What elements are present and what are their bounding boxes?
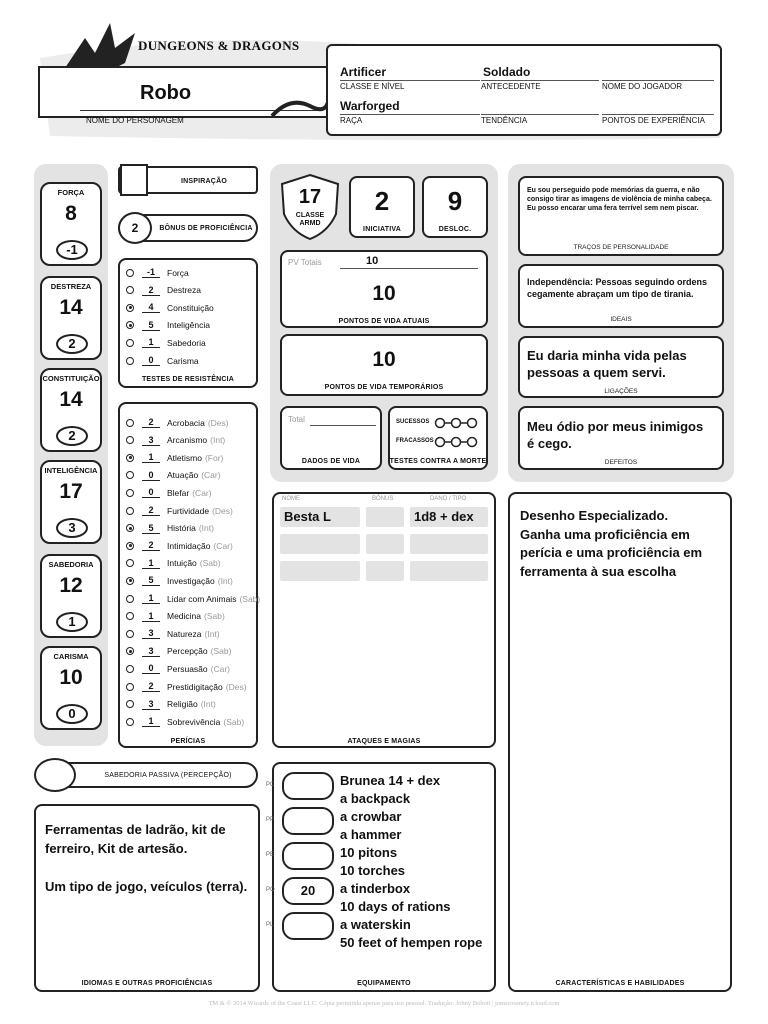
skill-row[interactable]	[126, 713, 244, 730]
game-logo: DUNGEONS & DRAGONS	[138, 38, 300, 53]
skill-value[interactable]: 3	[142, 699, 160, 710]
skill-attribute: (Sab)	[210, 646, 232, 657]
attribute-box[interactable]	[40, 368, 102, 452]
proficiency-dot[interactable]	[126, 665, 134, 673]
character-name[interactable]: Robo	[140, 82, 192, 104]
equipment-item[interactable]: 50 feet of hempen rope	[340, 935, 483, 950]
skill-row[interactable]	[126, 608, 225, 625]
saving-throw-value[interactable]: 1	[142, 337, 160, 348]
hp-max-value[interactable]: 10	[366, 255, 379, 267]
attribute-score[interactable]: 14	[59, 296, 83, 319]
skill-value[interactable]: 2	[142, 681, 160, 692]
skill-attribute: (Sab)	[199, 558, 221, 569]
class-level-label: CLASSE E NÍVEL	[340, 82, 405, 91]
saving-throw-value[interactable]: 5	[142, 320, 160, 331]
attacks-col-name: NOME	[282, 496, 300, 502]
speed-label: DESLOC.	[438, 226, 472, 233]
proficiency-dot[interactable]	[126, 700, 134, 708]
skill-label: Percepção	[167, 646, 208, 657]
attribute-score[interactable]: 12	[59, 574, 83, 597]
race-label: RAÇA	[340, 116, 363, 125]
alignment-label: TENDÊNCIA	[481, 116, 528, 125]
skill-label: Prestidigitação	[167, 681, 223, 692]
skill-attribute: (Int)	[200, 699, 216, 710]
inspiration-square[interactable]	[120, 164, 148, 196]
skill-value[interactable]: 3	[142, 628, 160, 639]
languages-label: IDIOMAS E OUTRAS PROFICIÊNCIAS	[81, 980, 213, 987]
hp-temp-label: PONTOS DE VIDA TEMPORÁRIOS	[324, 384, 444, 391]
bonds-text: Eu daria minha vida pelas pessoas a quem servi.	[527, 348, 687, 380]
attribute-modifier[interactable]: 2	[56, 334, 88, 354]
skill-attribute: (Int)	[204, 628, 220, 639]
attribute-modifier[interactable]: 2	[56, 426, 88, 446]
coin-amount[interactable]	[282, 842, 334, 870]
attacks-col-bonus: BÔNUS	[372, 496, 394, 502]
skill-label: Intuição	[167, 558, 197, 569]
attribute-score[interactable]: 14	[59, 388, 83, 411]
attribute-box[interactable]	[40, 646, 102, 730]
proficiency-dot[interactable]	[126, 559, 134, 567]
skill-label: Intimidação	[167, 540, 211, 551]
skill-attribute: (Int)	[198, 523, 214, 534]
proficiency-dot[interactable]	[126, 454, 134, 462]
initiative-label: INICIATIVA	[363, 226, 401, 233]
saving-throws-title: TESTES DE RESISTÊNCIA	[141, 376, 235, 383]
passive-wisdom-circle[interactable]	[34, 758, 76, 792]
skill-value[interactable]: 3	[142, 646, 160, 657]
death-fail-label: FRACASSOS	[396, 438, 434, 444]
skill-attribute: (Des)	[225, 681, 247, 692]
attribute-score[interactable]: 8	[65, 202, 77, 225]
proficiency-dot[interactable]	[126, 419, 134, 427]
hit-dice-total-label: Total	[288, 415, 305, 424]
skill-attribute: (Des)	[207, 417, 229, 428]
attribute-score[interactable]: 10	[59, 666, 83, 689]
attack-row-3-damage[interactable]	[410, 561, 488, 581]
attack-damage: 1d8 + dex	[414, 509, 474, 524]
skill-value[interactable]: 3	[142, 435, 160, 446]
skill-attribute: (Car)	[210, 663, 230, 674]
inspiration-label: INSPIRAÇÃO	[181, 178, 227, 185]
skill-attribute: (Car)	[201, 470, 221, 481]
attribute-box[interactable]	[40, 460, 102, 544]
skill-value[interactable]: 1	[142, 452, 160, 463]
saving-throw-row[interactable]	[126, 334, 206, 351]
skill-value[interactable]: 1	[142, 611, 160, 622]
attribute-modifier[interactable]: 0	[56, 704, 88, 724]
player-name-label: NOME DO JOGADOR	[602, 82, 683, 91]
skill-attribute: (Car)	[213, 540, 233, 551]
dragon-tail-icon	[270, 96, 330, 126]
proficiency-dot[interactable]	[126, 524, 134, 532]
coin-amount[interactable]	[282, 807, 334, 835]
attacks-col-damage: DANO / TIPO	[430, 496, 467, 502]
proficiency-dot[interactable]	[126, 577, 134, 585]
attack-row-2-name[interactable]	[280, 534, 360, 554]
skill-attribute: (Sab)	[204, 611, 225, 622]
attribute-modifier[interactable]: -1	[56, 240, 88, 260]
attribute-modifier[interactable]: 1	[56, 612, 88, 632]
equipment-item[interactable]: 10 torches	[340, 863, 406, 878]
hp-max-label: PV Totais	[288, 258, 322, 267]
skill-label: Blefar	[167, 487, 190, 498]
saving-throw-value[interactable]: 4	[142, 302, 160, 313]
attribute-box[interactable]	[40, 182, 102, 266]
proficiency-label: BÔNUS DE PROFICIÊNCIA	[159, 225, 253, 232]
skill-value[interactable]: 1	[142, 716, 160, 727]
skill-attribute: (Sab)	[239, 593, 261, 604]
skill-row[interactable]	[126, 449, 223, 466]
saving-throw-row[interactable]	[126, 282, 201, 299]
bonds-label: LIGAÇÕES	[604, 388, 638, 395]
skills-title: PERÍCIAS	[170, 738, 206, 745]
attribute-box[interactable]	[40, 554, 102, 638]
skill-label: Atuação	[167, 470, 199, 481]
skill-value[interactable]: 0	[142, 470, 160, 481]
skill-row[interactable]	[126, 572, 233, 589]
proficiency-dot[interactable]	[126, 471, 134, 479]
proficiency-dot[interactable]	[126, 595, 134, 603]
death-success-checks[interactable]	[434, 416, 478, 434]
coin-type-label: PE	[266, 852, 275, 858]
skill-value[interactable]: 5	[142, 575, 160, 586]
attack-row-2-damage[interactable]	[410, 534, 488, 554]
coin-amount[interactable]: 20	[282, 877, 334, 905]
skill-attribute: (Des)	[212, 505, 233, 516]
saving-throw-value[interactable]: 0	[142, 355, 160, 366]
skill-label: Investigação	[167, 575, 215, 586]
saving-throw-row[interactable]	[126, 299, 214, 316]
armor-class-value[interactable]: 17	[298, 186, 322, 208]
race-value[interactable]: Warforged	[340, 99, 400, 113]
skill-row[interactable]	[126, 643, 231, 660]
proficiency-dot[interactable]	[126, 507, 134, 515]
ideals-label: IDEAIS	[610, 316, 632, 323]
character-name-label: NOME DO PERSONAGEM	[86, 116, 184, 125]
saving-throw-label: Constituição	[167, 302, 214, 313]
coin-type-label: PO	[266, 887, 275, 893]
attack-row-3-name[interactable]	[280, 561, 360, 581]
skill-label: Sobrevivência	[167, 716, 221, 727]
attribute-modifier[interactable]: 3	[56, 518, 88, 538]
saving-throw-row[interactable]	[126, 317, 210, 334]
proficiency-dot[interactable]	[126, 304, 134, 312]
attribute-name: INTELIGÊNCIA	[44, 466, 98, 475]
skill-value[interactable]: 0	[142, 663, 160, 674]
attribute-name: SABEDORIA	[48, 560, 94, 569]
equipment-item[interactable]: 10 days of rations	[340, 899, 451, 914]
skill-row[interactable]	[126, 555, 221, 572]
proficiency-dot[interactable]	[126, 683, 134, 691]
skill-value[interactable]: 0	[142, 487, 160, 498]
skill-value[interactable]: 1	[142, 558, 160, 569]
attacks-label: ATAQUES E MAGIAS	[347, 738, 421, 745]
saving-throw-label: Sabedoria	[167, 337, 206, 348]
hp-temp-value: 10	[372, 348, 396, 371]
skill-label: História	[167, 523, 196, 534]
skill-row[interactable]	[126, 502, 233, 519]
skill-row[interactable]	[126, 484, 212, 501]
equipment-item[interactable]: 10 pitons	[340, 845, 398, 860]
coin-type-label: PL	[266, 922, 274, 928]
skill-value[interactable]: 2	[142, 540, 160, 551]
saving-throw-label: Carisma	[167, 355, 199, 366]
proficiency-dot[interactable]	[126, 339, 134, 347]
skill-attribute: (For)	[204, 452, 224, 463]
hp-current-label: PONTOS DE VIDA ATUAIS	[338, 318, 430, 325]
equipment-item[interactable]: a backpack	[340, 791, 411, 806]
death-success-label: SUCESSOS	[396, 419, 430, 425]
saving-throw-label: Força	[167, 267, 189, 278]
skill-attribute: (Sab)	[223, 716, 245, 727]
skill-label: Natureza	[167, 628, 202, 639]
features-text: Desenho Especializado. Ganha uma proficiência em perícia e uma proficiência em ferramenta à sua escolha	[520, 508, 703, 579]
saving-throw-label: Destreza	[167, 285, 202, 296]
attribute-name: DESTREZA	[50, 282, 92, 291]
skill-row[interactable]	[126, 432, 225, 449]
skill-value[interactable]: 1	[142, 593, 160, 604]
skill-label: Acrobacia	[167, 417, 205, 428]
background-value[interactable]: Soldado	[483, 65, 531, 79]
attribute-score[interactable]: 17	[59, 480, 83, 503]
proficiency-dot[interactable]	[126, 630, 134, 638]
skill-label: Lidar com Animais	[167, 593, 237, 604]
hit-dice-label: DADOS DE VIDA	[301, 458, 361, 465]
skill-row[interactable]	[126, 590, 260, 607]
saving-throw-row[interactable]	[126, 352, 199, 369]
skill-label: Medicina	[167, 611, 202, 622]
proficiency-dot[interactable]	[126, 718, 134, 726]
proficiency-dot[interactable]	[126, 357, 134, 365]
xp-label: PONTOS DE EXPERIÊNCIA	[602, 116, 705, 125]
skill-label: Atletismo	[167, 452, 202, 463]
attack-name: Besta L	[284, 509, 331, 524]
death-fail-checks[interactable]	[434, 435, 478, 453]
saving-throw-label: Inteligência	[167, 320, 211, 331]
saving-throw-value[interactable]: 2	[142, 285, 160, 296]
death-saves-label: TESTES CONTRA A MORTE	[389, 458, 487, 465]
background-label: ANTECEDENTE	[481, 82, 541, 91]
ideals-text: Independência: Pessoas seguindo ordens cegamente abraçam um tipo de tirania.	[527, 277, 708, 299]
skill-row[interactable]	[126, 467, 221, 484]
initiative-value: 2	[374, 186, 390, 216]
proficiency-dot[interactable]	[126, 269, 134, 277]
proficiency-dot[interactable]	[126, 542, 134, 550]
equipment-item[interactable]: a hammer	[340, 827, 402, 842]
header	[0, 0, 768, 150]
attacks-box	[272, 492, 496, 748]
flaws-label: DEFEITOS	[604, 459, 638, 466]
attack-row-3-bonus[interactable]	[366, 561, 404, 581]
coin-amount[interactable]	[282, 912, 334, 940]
skill-attribute: (Int)	[210, 435, 226, 446]
equipment-item[interactable]: a crowbar	[340, 809, 402, 824]
proficiency-dot[interactable]	[126, 489, 134, 497]
traits-label: TRAÇOS DE PERSONALIDADE	[573, 244, 669, 251]
skill-row[interactable]	[126, 537, 233, 554]
footer-copyright: TM & © 2014 Wizards of the Coast LLC. Cópia permitida apenas para uso pessoal. Tradução: Johny Bobott | jomerosenrty.icloud.com	[208, 1000, 560, 1007]
speed-value: 9	[447, 186, 463, 216]
traits-text: Eu sou perseguido pode memórias da guerra, e não consigo tirar as imagens de violência de minha cabeça. Eu posso encarar uma fera terrível sem nem piscar.	[527, 187, 712, 212]
skill-value[interactable]: 5	[142, 523, 160, 534]
attribute-name: CARISMA	[53, 652, 89, 661]
skill-label: Religião	[167, 699, 198, 710]
equipment-item[interactable]: a tinderbox	[340, 881, 411, 896]
equipment-item[interactable]: a waterskin	[340, 917, 411, 932]
attack-row-2-bonus[interactable]	[366, 534, 404, 554]
proficiency-dot[interactable]	[126, 612, 134, 620]
skill-value[interactable]: 2	[142, 505, 160, 516]
features-label: CARACTERÍSTICAS E HABILIDADES	[555, 980, 685, 987]
skill-row[interactable]	[126, 520, 214, 537]
skill-attribute: (Int)	[217, 575, 233, 586]
skill-value[interactable]: 2	[142, 417, 160, 428]
skill-row[interactable]	[126, 678, 247, 695]
hp-current-value: 10	[372, 282, 396, 305]
saving-throw-value[interactable]: -1	[142, 267, 160, 278]
saving-throw-row[interactable]	[126, 264, 189, 281]
proficiency-dot[interactable]	[126, 321, 134, 329]
attribute-name: CONSTITUIÇÃO	[42, 374, 100, 383]
passive-wisdom-label: SABEDORIA PASSIVA (PERCEPÇÃO)	[104, 772, 232, 779]
languages-text: Ferramentas de ladrão, kit de ferreiro, Kit de artesão. Um tipo de jogo, veículos (terra).	[45, 822, 248, 894]
attribute-box[interactable]	[40, 276, 102, 360]
skill-attribute: (Car)	[192, 487, 212, 498]
attribute-name: FORÇA	[57, 188, 85, 197]
flaws-text: Meu ódio por meus inimigos é cego.	[527, 419, 704, 451]
skill-row[interactable]	[126, 414, 229, 431]
skill-row[interactable]	[126, 696, 216, 713]
class-level-value[interactable]: Artificer	[340, 65, 387, 79]
proficiency-dot[interactable]	[126, 647, 134, 655]
skill-label: Arcanismo	[167, 435, 208, 446]
skill-label: Persuasão	[167, 663, 208, 674]
skill-row[interactable]	[126, 625, 220, 642]
skill-row[interactable]	[126, 660, 230, 677]
coin-amount[interactable]	[282, 772, 334, 800]
armor-class-label: CLASSE ARMD	[295, 212, 325, 227]
equipment-item[interactable]: Brunea 14 + dex	[340, 773, 441, 788]
proficiency-circle[interactable]: 2	[118, 212, 152, 244]
proficiency-dot[interactable]	[126, 286, 134, 294]
skill-label: Furtividade	[167, 505, 210, 516]
proficiency-dot[interactable]	[126, 436, 134, 444]
coin-type-label: PC	[266, 782, 275, 788]
equipment-label: EQUIPAMENTO	[357, 980, 411, 987]
attack-bonus-cell[interactable]	[366, 507, 404, 527]
coin-type-label: PP	[266, 817, 275, 823]
